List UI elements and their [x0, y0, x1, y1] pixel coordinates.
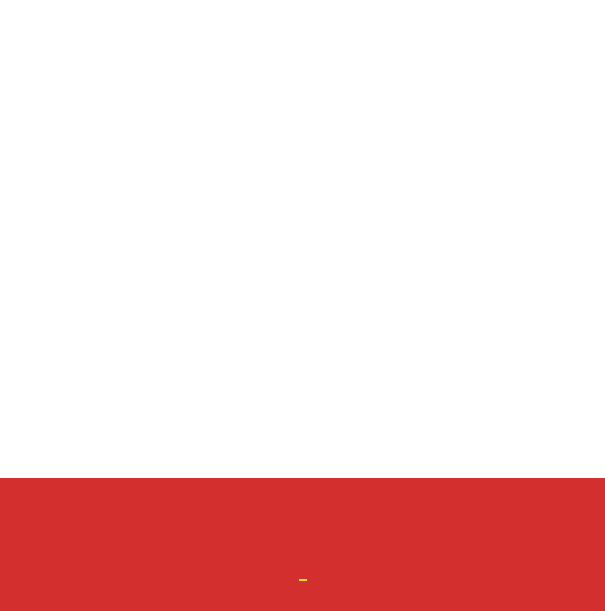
- note-line-4: [0, 572, 605, 584]
- shopping-note-badge: [299, 579, 307, 581]
- notes-banner: [0, 478, 605, 611]
